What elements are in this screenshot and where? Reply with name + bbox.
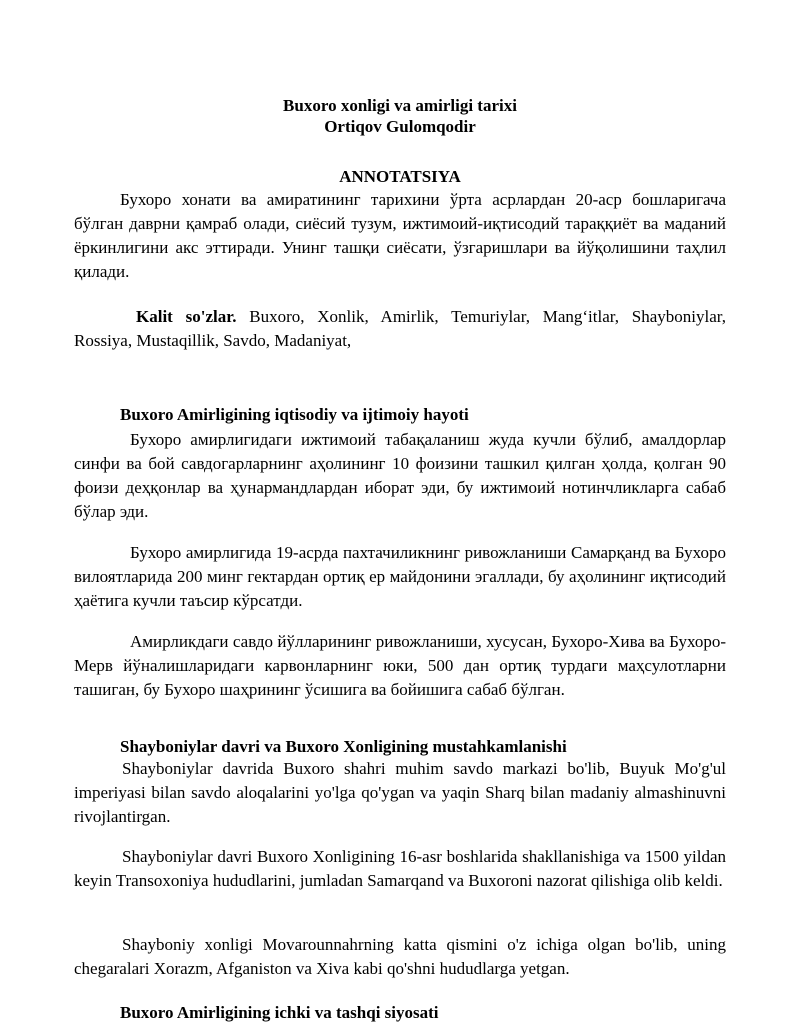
document-title: Buxoro xonligi va amirligi tarixi: [283, 96, 517, 115]
keywords-label: Kalit so'zlar.: [136, 307, 237, 326]
section-heading-politics: Buxoro Amirligining ichki va tashqi siyosati: [120, 1003, 439, 1022]
abstract-text: Бухоро хонати ва амиратининг тарихини ўрта асрлардан 20-аср бошларигача бўлган даврни қамраб олади, сиёсий тузум, ижтимоий-иқтисодий тараққиёт ва маданий ёркинлигини акс эттиради. Унинг ташқи сиёсати, ўзгаришлари ва йўқолишини таҳлил қилади.: [74, 190, 726, 281]
paragraph: Бухоро амирлигида 19-асрда пахтачиликнинг ривожланиши Самарқанд ва Бухоро вилоятларида 200 минг гектардан ортиқ ер майдонини эгаллади, бу аҳолининг иқтисодий ҳаётига кучли таъсир кўрсатди.: [74, 543, 726, 610]
abstract-heading: ANNOTATSIYA: [339, 167, 461, 186]
document-author: Ortiqov Gulomqodir: [324, 117, 476, 136]
section-heading-shayboniylar: Shayboniylar davri va Buxoro Xonligining mustahkamlanishi: [120, 737, 567, 756]
paragraph: Shayboniylar davri Buxoro Xonligining 16-asr boshlarida shakllanishiga va 1500 yildan keyin Transoxoniya hududlarini, jumladan Samarqand va Buxoroni nazorat qilishiga olib keldi.: [74, 847, 726, 890]
keywords-text: Buxoro, Xonlik, Amirlik, Temuriylar, Mang‘itlar, Shayboniylar, Rossiya, Mustaqillik, Savdo, Madaniyat,: [74, 307, 726, 350]
paragraph: Бухоро амирлигидаги ижтимоий табақаланиш жуда кучли бўлиб, амалдорлар синфи ва бой савдогарларнинг аҳолининг 10 фоизини ташкил қилган ҳолда, қолган 90 фоизи деҳқонлар ва ҳунармандлардан иборат эди, бу ижтимоий нотинчликларга сабаб бўлар эди.: [74, 430, 726, 521]
paragraph: Shayboniy xonligi Movarounnahrning katta qismini o'z ichiga olgan bo'lib, uning chegaralari Xorazm, Afganiston va Xiva kabi qo'shni hududlarga yetgan.: [74, 935, 726, 978]
paragraph: Амирликдаги савдо йўлларининг ривожланиши, хусусан, Бухоро-Хива ва Бухоро-Мерв йўналишларидаги карвонларнинг юки, 500 дан ортиқ турдаги маҳсулотларни ташиган, бу Бухоро шаҳрининг ўсишига ва бойишига сабаб бўлган.: [74, 632, 726, 699]
keywords-paragraph: [74, 305, 726, 353]
section-heading-economy: Buxoro Amirligining iqtisodiy va ijtimoiy hayoti: [120, 405, 469, 424]
paragraph: Shayboniylar davrida Buxoro shahri muhim savdo markazi bo'lib, Buyuk Mo'g'ul imperiyasi bilan savdo aloqalarini yo'lga qo'ygan va yaqin Sharq bilan madaniy almashinuvni rivojlantirgan.: [74, 759, 726, 826]
